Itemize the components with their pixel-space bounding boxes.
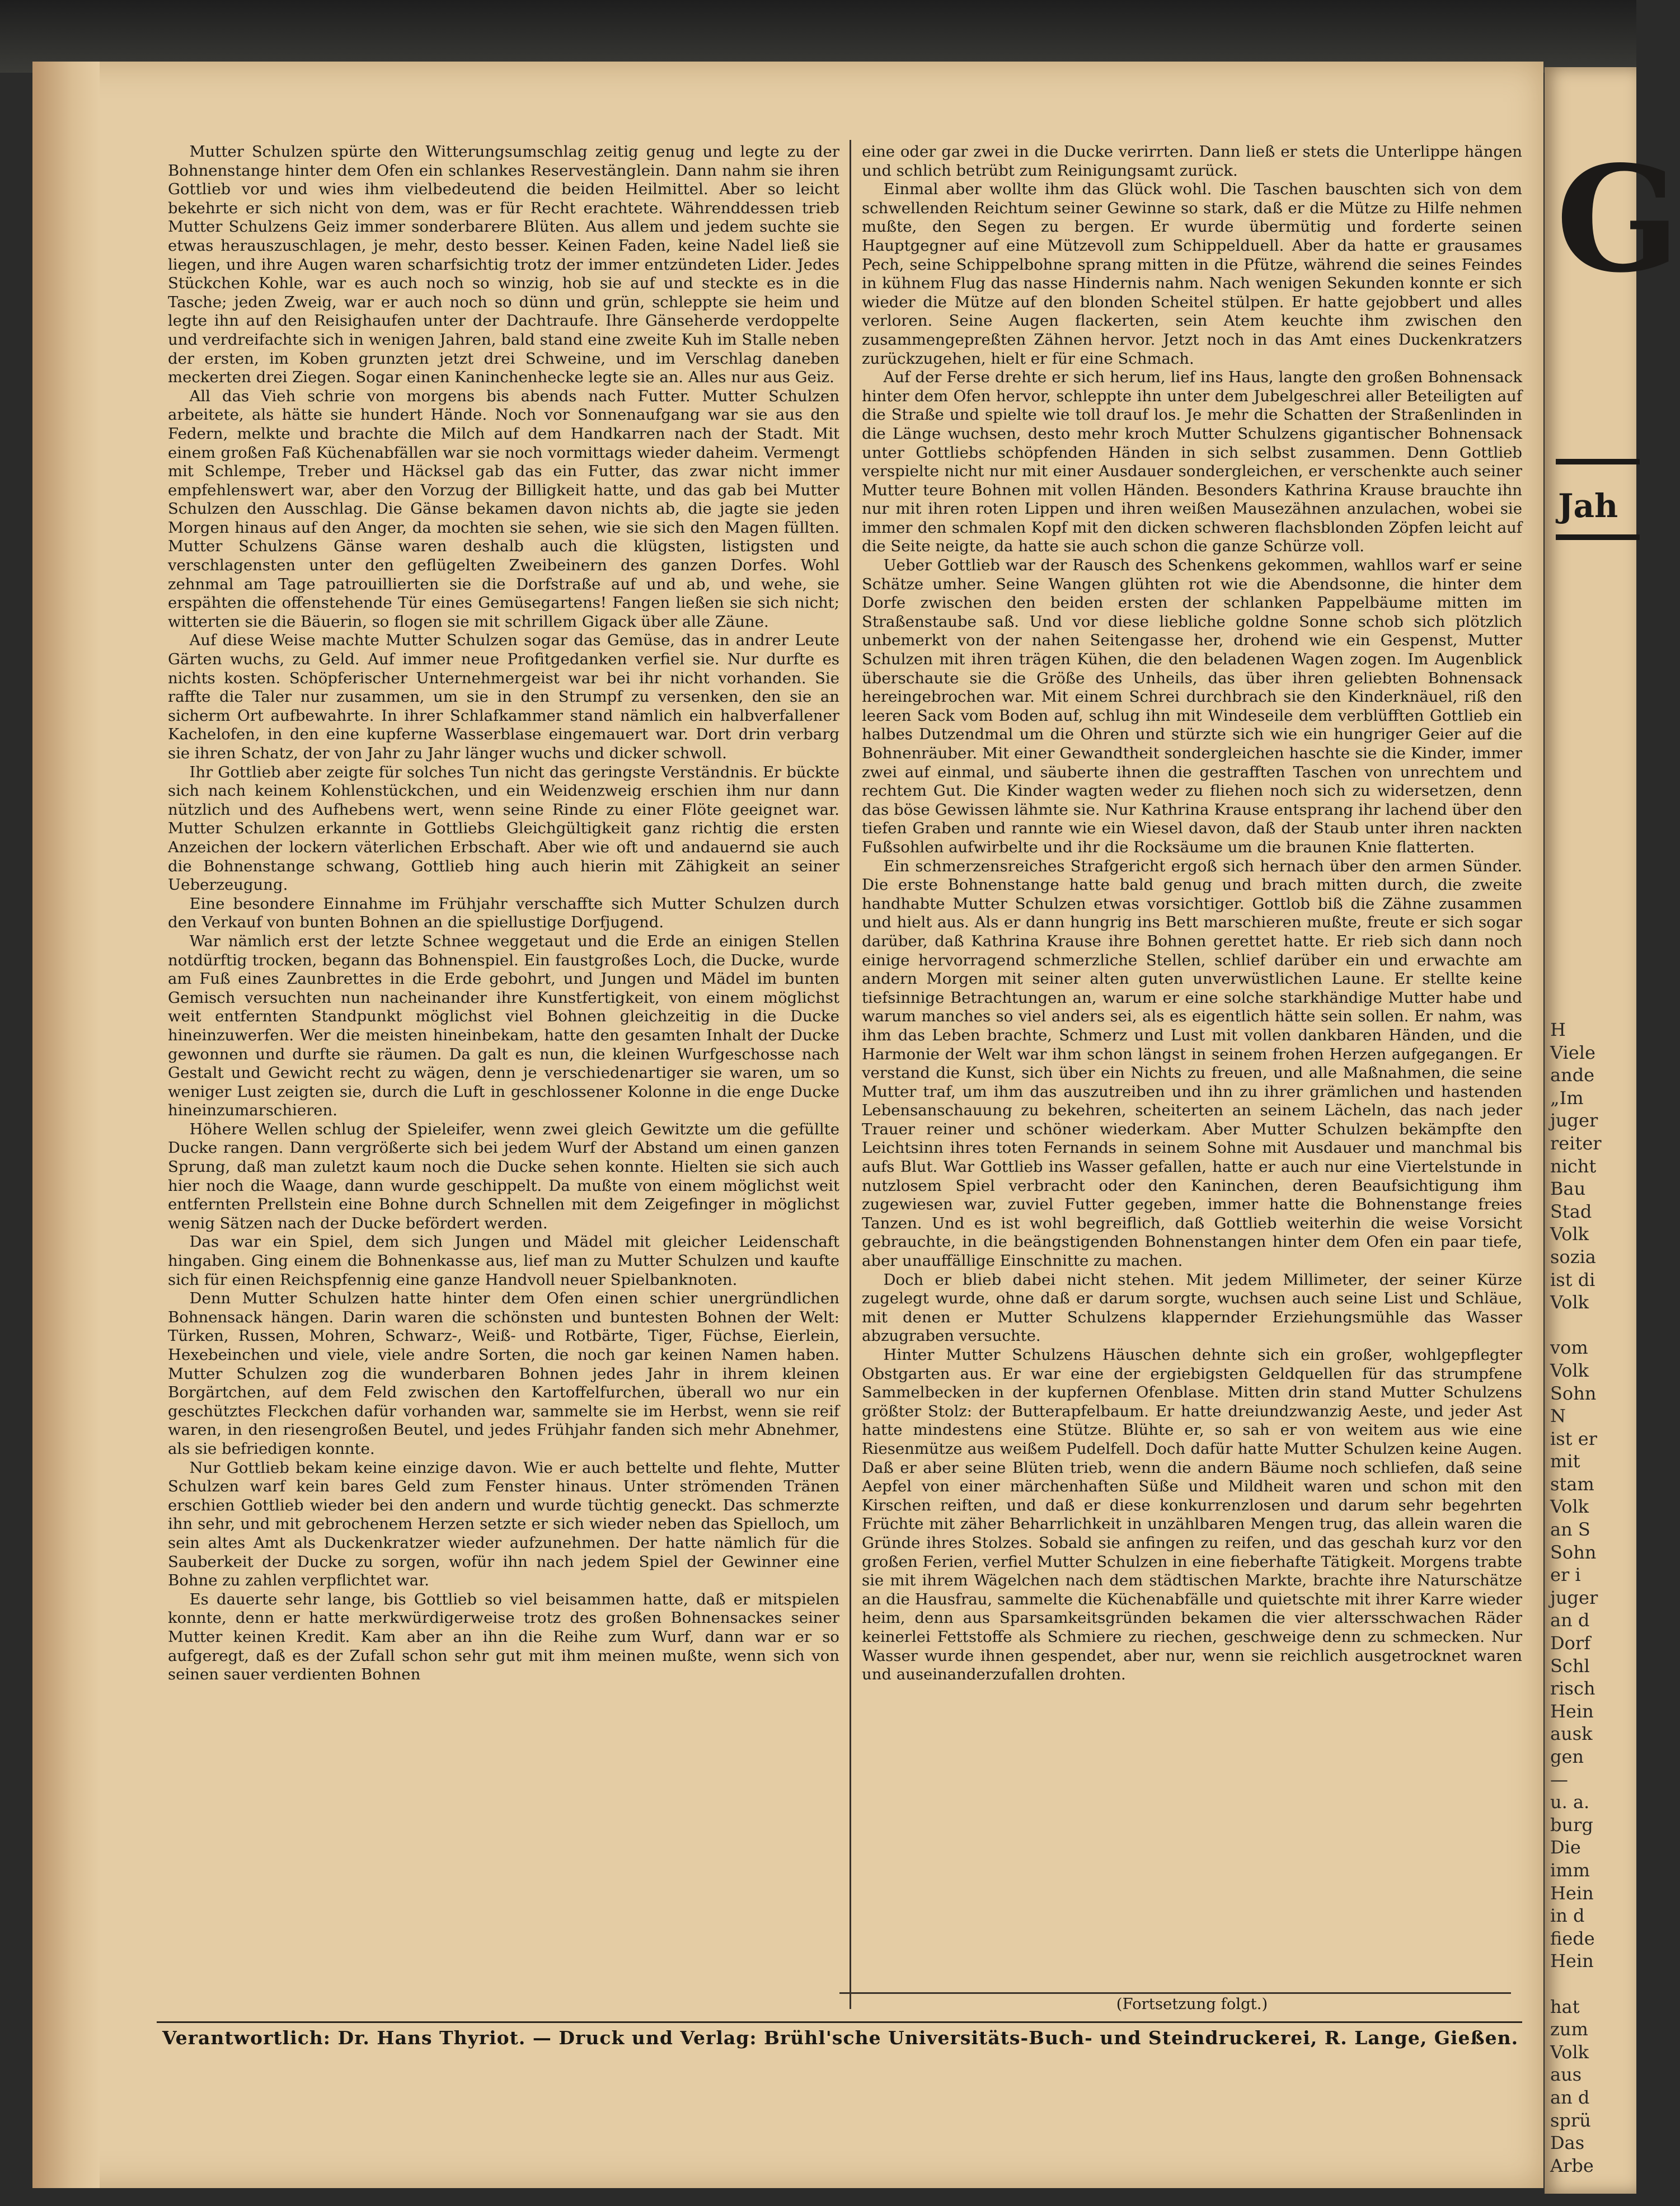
continuation-note: (Fortsetzung folgt.) <box>1116 1995 1268 2013</box>
article-column-left <box>168 143 839 2001</box>
imprint-rule <box>157 2021 1522 2023</box>
article-paragraph: Hinter Mutter Schulzens Häuschen dehnte sich ein großer, wohlgepflegter Obstgarten aus. Er war eine der ergiebigsten Geldquellen für das strumpfene Sammelbecken in der kupfernen Ofenblase. Mitten drin stand Mutter Schulzens größter Stolz: der Butterapfelbaum. Er hatte dreiundzwanzig Aeste, und jeder Ast hatte mindestens eine Stütze. Blühte er, so sah er von weitem aus wie eine Riesenmütze aus weißem Pudelfell. Doch dafür hatte Mutter Schulzen keine Augen. Daß er aber seine Blüten trieb, wenn die andern Bäume noch schliefen, daß seine Aepfel von einer märchenhaften Süße und Mildheit waren und schon mit den Kirschen reiften, und daß er diese konkurrenzlosen und darum sehr begehrten Früchte mit zäher Beharrlichkeit in unzählbaren Mengen trug, das allein waren die Gründe ihres Stolzes. Sobald sie anfingen zu reifen, und das geschah kurz vor den großen Ferien, verfiel Mutter Schulzen in eine fieberhafte Tätigkeit. Morgens trabte sie mit ihrem Wägelchen nach dem städtischen Markte, brachte ihre Naturschätze an die Hausfrau, sammelte die Küchenabfälle und quietschte mit ihrer Karre wieder heim, denn aus Sparsamkeitsgründen bekamen die vier altersschwachen Räder keinerlei Fettstoffe als Schmiere zu riechen, geschweige denn zu schmecken. Nur Wasser wurde ihnen gespendet, aber nur, wenn sie reichlich ausgetrocknet waren und auseinanderzufallen drohten. <box>862 1346 1522 1684</box>
article-paragraph: Es dauerte sehr lange, bis Gottlieb so viel beisammen hatte, daß er mitspielen konnte, denn er hatte merkwürdigerweise trotz des großen Bohnensackes seiner Mutter keinen Kredit. Kam aber an ihn die Reihe zum Wurf, dann war er so aufgeregt, daß es der Zufall schon sehr gut mit ihm meinen mußte, wenn sich von seinen sauer verdienten Bohnen <box>168 1590 839 1684</box>
article-paragraph: Einmal aber wollte ihm das Glück wohl. Die Taschen bauschten sich von dem schwellenden Reichtum seiner Gewinne so stark, daß er die Mütze zu Hilfe nehmen mußte, den Segen zu bergen. Er wurde übermütig und forderte seinen Hauptgegner auf eine Mützevoll zum Schippelduell. Aber da hatte er grausames Pech, seine Schippelbohne sprang mitten in die Pfütze, während die seines Feindes in kühnem Flug das nasse Hindernis nahm. Nach wenigen Sekunden konnte er sich wieder die Mütze auf den blonden Scheitel stülpen. Er hatte gejobbert und alles verloren. Seine Augen flackerten, sein Atem keuchte ihm zwischen den zusammengepreßten Zähnen hervor. Jetzt noch in das Amt eines Duckenkratzers zurückzugehen, hielt er für eine Schmach. <box>862 180 1522 368</box>
adjacent-masthead-letter: G <box>1556 134 1680 305</box>
page-spine <box>32 62 100 2188</box>
adjacent-rule-bottom <box>1556 534 1640 540</box>
article-paragraph: Höhere Wellen schlug der Spieleifer, wenn zwei gleich Gewitzte um die gefüllte Ducke rangen. Dann vergrößerte sich bei jedem Wurf der Abstand um einen ganzen Sprung, daß man zuletzt kaum noch die Ducke sehen konnte. Hielten sie sich auch hier noch die Waage, dann wurde geschippelt. Da mußte von einem möglichst weit entfernten Prellstein eine Bohne durch Schnellen mit dem Zeigefinger in möglichst wenig Sätzen nach der Ducke befördert werden. <box>168 1120 839 1232</box>
adjacent-heading-fragment: Jah <box>1558 487 1618 525</box>
article-paragraph: Auf diese Weise machte Mutter Schulzen sogar das Gemüse, das in andrer Leute Gärten wuchs, zu Geld. Auf immer neue Profitgedanken verfiel sie. Nur durfte es nichts kosten. Schöpferischer Unternehmergeist war bei ihr nicht vorhanden. Sie raffte die Taler nur zusammen, um sie in den Strumpf zu versenken, den sie an sicherm Ort aufbewahrte. In ihrer Schlafkammer stand nämlich ein halbverfallener Kachelofen, in den eine kupferne Wasserblase eingemauert war. Dort drin verbarg sie ihren Schatz, der von Jahr zu Jahr länger wuchs und dicker schwoll. <box>168 631 839 762</box>
continuation-rule <box>839 1992 1511 1994</box>
article-paragraph: All das Vieh schrie von morgens bis abends nach Futter. Mutter Schulzen arbeitete, als hätte sie hundert Hände. Noch vor Sonnenaufgang war sie aus den Federn, melkte und brachte die Milch auf dem Handkarren nach der Stadt. Mit einem großen Faß Küchenabfällen war sie noch vormittags wieder daheim. Vermengt mit Schlempe, Treber und Häcksel gab das ein Futter, das zwar nicht immer empfehlenswert war, aber den Vorzug der Billigkeit hatte, und das gab bei Mutter Schulzen den Ausschlag. Die Gänse bekamen davon nichts ab, die jagte sie jeden Morgen hinaus auf den Anger, da mochten sie sehen, wie sie sich den Magen füllten. Mutter Schulzens Gänse waren deshalb auch die klügsten, listigsten und verschlagensten unter den geflügelten Zweibeinern des ganzen Dorfes. Wohl zehnmal am Tage patrouillierten sie die Dorfstraße auf und ab, und wehe, sie erspähten die offenstehende Tür eines Gemüsegartens! Fangen ließen sie sich nicht; witterten sie die Bäuerin, so flogen sie mit schrillem Gigack über alle Zäune. <box>168 387 839 631</box>
article-paragraph: Nur Gottlieb bekam keine einzige davon. Wie er auch bettelte und flehte, Mutter Schulzen warf kein bares Geld zum Fenster hinaus. Unter strömenden Tränen erschien Gottlieb wieder bei den andern und wurde tüchtig geneckt. Das schmerzte ihn sehr, und mit gebrochenem Herzen setzte er sich wieder neben das Spielloch, um sein altes Amt als Duckenkratzer wieder aufzunehmen. Der hatte nämlich für die Sauberkeit der Ducke zu sorgen, wofür ihn nach jedem Spiel der Gewinner eine Bohne zu zahlen verpflichtet war. <box>168 1458 839 1590</box>
imprint-line: Verantwortlich: Dr. Hans Thyriot. — Druck und Verlag: Brühl'sche Universitäts-Buch- und Steindruckerei, R. Lange, Gießen. <box>162 2027 1519 2049</box>
article-paragraph: Ihr Gottlieb aber zeigte für solches Tun nicht das geringste Verständnis. Er bückte sich nach keinem Kohlenstückchen, und ein Weidenzweig erschien ihm nur dann nützlich und des Aufhebens wert, wenn seine Rinde zu einer Flöte geeignet war. Mutter Schulzen erkannte in Gottliebs Gleichgültigkeit ganz richtig die ersten Anzeichen der lockern väterlichen Erbschaft. Aber wie oft und andauernd sie auch die Bohnenstange schwang, Gottlieb hing auch hierin mit Zähigkeit an seiner Ueberzeugung. <box>168 763 839 894</box>
column-divider <box>850 140 851 2009</box>
article-paragraph: Das war ein Spiel, dem sich Jungen und Mädel mit gleicher Leidenschaft hingaben. Ging einem die Bohnenkasse aus, lief man zu Mutter Schulzen und kaufte sich für einen Reichspfennig eine ganze Handvoll neuer Spielbanknoten. <box>168 1233 839 1289</box>
article-paragraph: Eine besondere Einnahme im Frühjahr verschaffte sich Mutter Schulzen durch den Verkauf von bunten Bohnen an die spiellustige Dorfjugend. <box>168 894 839 932</box>
article-paragraph: Ueber Gottlieb war der Rausch des Schenkens gekommen, wahllos warf er seine Schätze umher. Seine Wangen glühten rot wie die Abendsonne, die hinter dem Dorfe zwischen den beiden ersten der schlanken Pappelbäume mitten im Straßenstaube saß. Und vor diese liebliche goldne Sonne schob sich plötzlich unbemerkt von der nahen Seitengasse her, drohend wie ein Gespenst, Mutter Schulzen mit ihren trägen Kühen, die den beladenen Wagen zogen. Im Augenblick überschaute sie die Größe des Unheils, das über ihren geliebten Bohnensack hereingebrochen war. Mit einem Schrei durchbrach sie den Kinderknäuel, riß den leeren Sack vom Boden auf, schlug ihn mit Windeseile dem verblüfften Gottlieb ein halbes Dutzendmal um die Ohren und stürzte sich wie ein hungriger Geier auf die Bohnenräuber. Mit einer Gewandtheit sondergleichen haschte sie die Kinder, immer zwei auf einmal, und säuberte ihnen die gestrafften Taschen von unrechtem und rechtem Gut. Die Kinder wagten weder zu fliehen noch sich zu widersetzen, denn das böse Gewissen lähmte sie. Nur Kathrina Krause entsprang ihr lachend über den tiefen Graben und rannte wie ein Wiesel davon, daß der Staub unter ihren nackten Fußsohlen aufwirbelte und ihr die Rocksäume um die braunen Knie flatterten. <box>862 556 1522 856</box>
article-paragraph: Ein schmerzensreiches Strafgericht ergoß sich hernach über den armen Sünder. Die erste Bohnenstange hatte bald genug und brach mitten durch, die zweite handhabte Mutter Schulzen etwas vorsichtiger. Gottlob biß die Zähne zusammen und hielt aus. Als er dann hungrig ins Bett marschieren mußte, freute er sich sogar darüber, daß Kathrina Krause ihre Bohnen gerettet hatte. Er rieb sich dann noch einige hervorragend schmerzliche Stellen, schlief darüber ein und erwachte am andern Morgen mit seiner alten guten unverwüstlichen Laune. Er stellte keine tiefsinnige Betrachtungen an, warum er eine solche starkhändige Mutter habe und warum manches so viel anders sei, als es eigentlich hätte sein sollen. Er nahm, was ihm das Leben brachte, Schmerz und Lust mit vollen dankbaren Händen, und die Harmonie der Welt war ihm schon längst in seinem frohen Herzen aufgegangen. Er verstand die Kunst, sich über ein Nichts zu freuen, und alle Maßnahmen, die seine Mutter traf, um ihm das auszutreiben und ihn zu ihrer grämlichen und hastenden Lebensanschauung zu bekehren, scheiterten an seinem Lächeln, das nach jeder Trauer reiner und schöner wiederkam. Aber Mutter Schulzen bekämpfte den Leichtsinn ihres toten Fernands in seinem Sohne mit Ausdauer und manchmal bis aufs Blut. War Gottlieb ins Wasser gefallen, hatte er auch nur eine Viertelstunde in nutzlosem Spiel verbracht oder den Kaninchen, deren Beaufsichtigung ihm zugewiesen war, zuviel Futter gegeben, immer hatte die Bohnenstange freies Tanzen. Und es ist wohl begreiflich, daß Gottlieb weiterhin die weise Vorsicht gebrauchte, in die beängstigenden Bohnenstangen hinter dem Ofen ein paar tiefe, aber unauffällige Einschnitte zu machen. <box>862 857 1522 1270</box>
article-column-right <box>862 143 1522 2001</box>
adjacent-text-fragments: H Viele ande „Im juger reiter nicht Bau Stad Volk sozia ist di Volk vom Volk Sohn N ist er mit stam Volk an S Sohn er i juger an d Dorf Schl risch Hein ausk gen — u. a. burg Die imm Hein in d fiede Hein hat zum Volk aus an d sprü Das Arbe <box>1550 1019 1602 2176</box>
article-paragraph: eine oder gar zwei in die Ducke verirrten. Dann ließ er stets die Unterlippe hängen und schlich betrübt zum Reinigungsamt zurück. <box>862 143 1522 180</box>
article-paragraph: Denn Mutter Schulzen hatte hinter dem Ofen einen schier unergründlichen Bohnensack hängen. Darin waren die schönsten und buntesten Bohnen der Welt: Türken, Russen, Mohren, Schwarz-, Weiß- und Rotbärte, Tiger, Füchse, Eierlein, Hexebeinchen und viele, viele andre Sorten, die noch gar keinen Namen haben. Mutter Schulzen zog die wunderbaren Bohnen jedes Jahr in ihrem kleinen Borgärtchen, auf dem Feld zwischen den Kartoffelfurchen, überall wo nur ein geschütztes Fleckchen dafür vorhanden war, sammelte sie im Herbst, wenn sie reif waren, in den riesengroßen Beutel, und jedes Frühjahr fanden sich mehr Abnehmer, als sie befriedigen konnte. <box>168 1289 839 1458</box>
adjacent-rule-top <box>1556 459 1640 464</box>
article-paragraph: Auf der Ferse drehte er sich herum, lief ins Haus, langte den großen Bohnensack hinter dem Ofen hervor, schleppte ihn unter dem Jubelgeschrei aller Beteiligten auf die Straße und spielte wie toll drauf los. Je mehr die Schatten der Straßenlinden in die Länge wuchsen, desto mehr kroch Mutter Schulzens gigantischer Bohnensack unter Gottliebs schöpfenden Händen in sich selbst zusammen. Denn Gottlieb verspielte nicht nur mit einer Ausdauer sondergleichen, er verschenkte auch seiner Mutter teure Bohnen mit vollen Händen. Besonders Kathrina Krause brauchte ihn nur mit ihren roten Lippen und ihren weißen Mausezähnen anzulachen, wobei sie immer den schmalen Kopf mit den dicken schweren flachsblonden Zöpfen leicht auf die Seite neigte, da hatte sie auch schon die ganze Schürze voll. <box>862 368 1522 556</box>
article-paragraph: Mutter Schulzen spürte den Witterungsumschlag zeitig genug und legte zu der Bohnenstange hinter dem Ofen ein schlankes Reservestänglein. Dann nahm sie ihren Gottlieb vor und wies ihm vielbedeutend die beiden Heilmittel. Aber so leicht bekehrte er sich nicht von dem, was er für Recht erachtete. Währenddessen trieb Mutter Schulzens Geiz immer sonderbarere Blüten. Aus allem und jedem suchte sie etwas herauszuschlagen, je mehr, desto besser. Keinen Faden, keine Nadel ließ sie liegen, und ihre Augen waren scharfsichtig trotz der immer entzündeten Lider. Jedes Stückchen Kohle, war es auch noch so winzig, hob sie auf und steckte es in die Tasche; jeden Zweig, war er auch noch so dünn und grün, schleppte sie heim und legte ihn auf den Reisighaufen unter der Dachtraufe. Ihre Gänseherde verdoppelte und verdreifachte sich in wenigen Jahren, bald stand eine zweite Kuh im Stalle neben der ersten, im Koben grunzten jetzt drei Schweine, und im Verschlag daneben meckerten drei Ziegen. Sogar einen Kaninchenhecke legte sie an. Alles nur aus Geiz. <box>168 143 839 387</box>
adjacent-page <box>1545 67 1680 2194</box>
article-paragraph: War nämlich erst der letzte Schnee weggetaut und die Erde an einigen Stellen notdürftig trocken, begann das Bohnenspiel. Ein faustgroßes Loch, die Ducke, wurde am Fuß eines Zaunbrettes in die Erde gebohrt, und Jungen und Mädel im bunten Gemisch versuchten nun nacheinander ihre Kunstfertigkeit, von einem möglichst weit entfernten Standpunkt möglichst viel Bohnen gleichzeitig in die Ducke hineinzuwerfen. Wer die meisten hineinbekam, hatte den gesamten Inhalt der Ducke gewonnen und durfte sie räumen. Da galt es nun, die kleinen Wurfgeschosse nach Gestalt und Gewicht recht zu wägen, denn je verschiedenartiger sie waren, um so weniger Lust zeigten sie, durch die Luft in geschlossener Kolonne in die enge Ducke hineinzumarschieren. <box>168 932 839 1120</box>
article-paragraph: Doch er blieb dabei nicht stehen. Mit jedem Millimeter, der seiner Kürze zugelegt wurde, ohne daß er darum sorgte, wuchsen auch seine List und Schläue, mit denen er Mutter Schulzens klappernder Erziehungsmühle das Wasser abzugraben versuchte. <box>862 1270 1522 1345</box>
